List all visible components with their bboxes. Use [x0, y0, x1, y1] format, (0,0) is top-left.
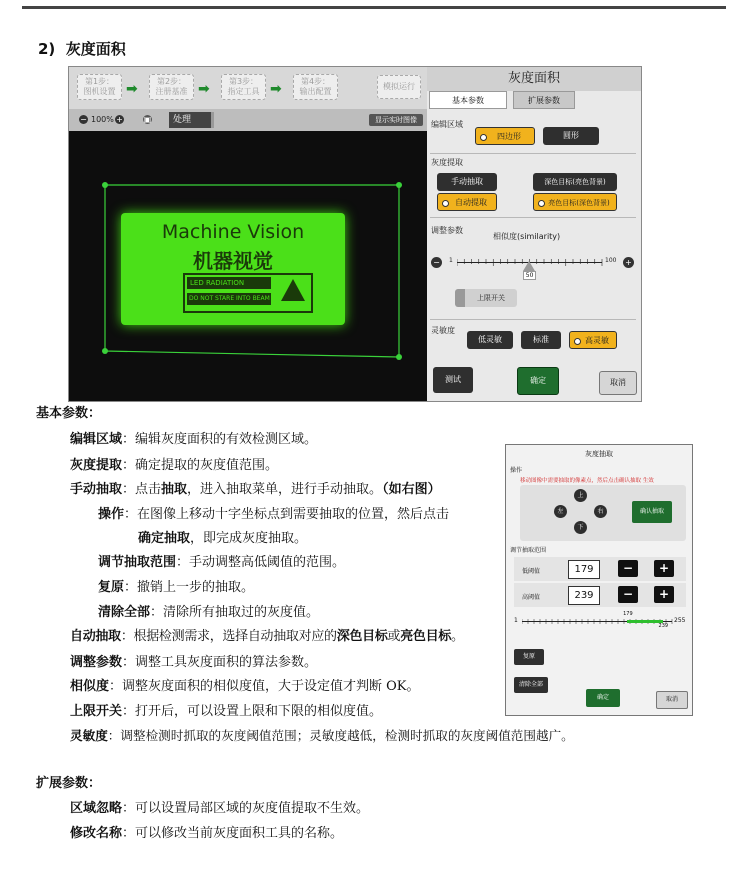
scale-max: 255	[674, 617, 686, 624]
manual-extract-line: 手动抽取：点击抽取，进入抽取菜单，进行手动抽取。（如右图）	[70, 482, 441, 497]
live-image-button[interactable]: 显示实时图像	[369, 114, 423, 126]
sensitivity-label: 灵敏度	[431, 326, 455, 335]
sensitivity-low-option[interactable]: 低灵敏	[467, 331, 513, 349]
arrow-right-icon: ➡	[126, 81, 138, 97]
extract-ok-button[interactable]: 确定	[586, 689, 620, 707]
basic-params-heading: 基本参数：	[36, 406, 102, 421]
rename-line: 修改名称：可以修改当前灰度面积工具的名称。	[70, 826, 344, 841]
extract-hint: 移动图像中需要抽取的像素点，然后点击确认抽取 生效	[520, 478, 654, 484]
panel-title: 灰度面积	[427, 67, 641, 91]
label-plate-image: Machine Vision 机器视觉 LED RADIATION DO NOT STARE INTO BEAM	[121, 213, 345, 325]
process-button[interactable]: 处理	[169, 112, 214, 128]
move-down-button[interactable]: 下	[574, 521, 587, 534]
zoom-out-icon[interactable]: −	[80, 115, 87, 124]
move-right-button[interactable]: 右	[594, 505, 607, 518]
low-plus-button[interactable]: +	[654, 560, 674, 577]
slider-max: 100	[605, 257, 617, 264]
adjust-range-line: 调节抽取范围：手动调整高低阈值的范围。	[98, 555, 346, 570]
move-left-button[interactable]: 左	[554, 505, 567, 518]
extract-screenshot	[505, 444, 693, 716]
range-label: 调节抽取范围	[510, 547, 547, 554]
zoom-level: 100%	[91, 115, 114, 124]
adjust-params-label: 调整参数	[431, 226, 463, 235]
step-2-button[interactable]: 第2步： 注册基准	[149, 74, 194, 100]
upper-switch-line: 上限开关：打开后，可以设置上限和下限的相似度值。	[70, 704, 383, 719]
high-threshold-row	[514, 583, 686, 607]
clear-all-button[interactable]: 清除全部	[514, 677, 548, 693]
image-toolbar	[69, 109, 427, 131]
main-screenshot	[68, 66, 642, 402]
sensitivity-standard-option[interactable]: 标准	[521, 331, 561, 349]
tab-basic[interactable]: 基本参数	[429, 91, 507, 109]
circle-option[interactable]: 圆形	[543, 127, 599, 145]
gray-extract-line: 灰度提取：确定提取的灰度值范围。	[70, 458, 279, 473]
slider-value: 50	[523, 271, 537, 280]
roi-polygon[interactable]	[69, 131, 427, 401]
slider-thumb[interactable]	[523, 261, 535, 271]
arrow-right-icon: ➡	[198, 81, 210, 97]
auto-extract-option[interactable]: 自动提取	[437, 193, 497, 211]
similarity-minus-icon[interactable]: −	[431, 257, 442, 268]
direction-pad	[520, 485, 686, 541]
operation-label: 操作	[510, 467, 523, 474]
adjust-params-line: 调整参数：调整工具灰度面积的算法参数。	[70, 655, 318, 670]
ok-button[interactable]: 确定	[517, 367, 559, 395]
scale-min: 1	[514, 617, 518, 624]
high-threshold-label: 高阈值	[522, 594, 541, 601]
test-button[interactable]: 测试	[433, 367, 473, 393]
upper-limit-switch[interactable]: 上限开关	[455, 289, 517, 307]
low-threshold-value[interactable]: 179	[568, 560, 600, 579]
extract-cancel-button[interactable]: 取消	[656, 691, 688, 709]
sensitivity-line: 灵敏度：调整检测时抓取的灰度阈值范围；灵敏度越低，检测时抓取的灰度阈值范围越广。	[70, 728, 574, 743]
manual-extract-button[interactable]: 手动抽取	[437, 173, 497, 191]
tab-extended[interactable]: 扩展参数	[513, 91, 575, 109]
polygon-option[interactable]: 四边形	[475, 127, 535, 145]
range-high-label: 239	[658, 623, 669, 629]
restore-button[interactable]: 复原	[514, 649, 544, 665]
section-title: 2) 灰度面积	[38, 40, 126, 58]
gray-extract-label: 灰度提取	[431, 158, 463, 167]
arrow-right-icon: ➡	[270, 81, 282, 97]
high-plus-button[interactable]: +	[654, 586, 674, 603]
param-panel	[427, 67, 641, 401]
range-low-label: 179	[623, 611, 633, 617]
low-minus-button[interactable]: −	[618, 560, 638, 577]
step-bar	[69, 67, 427, 109]
step-3-button[interactable]: 第3步： 指定工具	[221, 74, 266, 100]
auto-extract-line: 自动抽取：根据检测需求，选择自动抽取对应的深色目标或亮色目标。	[70, 629, 464, 644]
step-4-button[interactable]: 第4步： 输出配置	[293, 74, 338, 100]
low-threshold-label: 低阈值	[522, 568, 541, 575]
move-up-button[interactable]: 上	[574, 489, 587, 502]
dark-target-option[interactable]: 深色目标(亮色背景)	[533, 173, 617, 191]
extract-title: 灰度抽取	[585, 450, 613, 458]
similarity-plus-icon[interactable]: +	[623, 257, 634, 268]
fit-icon[interactable]: ▣	[143, 115, 152, 124]
camera-view[interactable]	[69, 131, 427, 401]
extended-params-heading: 扩展参数：	[36, 776, 102, 791]
bright-target-option[interactable]: 亮色目标(深色背景)	[533, 193, 617, 211]
simulate-run-button[interactable]: 模拟运行	[377, 75, 421, 99]
slider-min: 1	[449, 257, 453, 264]
high-minus-button[interactable]: −	[618, 586, 638, 603]
edit-area-line: 编辑区域：编辑灰度面积的有效检测区域。	[70, 432, 318, 447]
cancel-button[interactable]: 取消	[599, 371, 637, 395]
top-rule	[22, 6, 726, 9]
region-ignore-line: 区域忽略：可以设置局部区域的灰度值提取不生效。	[70, 801, 370, 816]
sensitivity-high-option[interactable]: 高灵敏	[569, 331, 617, 349]
zoom-in-icon[interactable]: +	[116, 115, 123, 124]
step-1-button[interactable]: 第1步： 图机设置	[77, 74, 122, 100]
range-fill	[627, 620, 662, 623]
operation-line-2: 确定抽取，即完成灰度抽取。	[138, 531, 308, 546]
confirm-extract-button[interactable]: 确认抽取	[632, 501, 672, 523]
low-threshold-row	[514, 557, 686, 581]
restore-line: 复原：撤销上一步的抽取。	[98, 580, 255, 595]
high-threshold-value[interactable]: 239	[568, 586, 600, 605]
operation-line: 操作：在图像上移动十字坐标点到需要抽取的位置，然后点击	[98, 507, 450, 522]
similarity-line: 相似度：调整灰度面积的相似度值，大于设定值才判断 OK。	[70, 679, 420, 694]
similarity-label: 相似度(similarity)	[493, 232, 561, 241]
edit-area-label: 编辑区域	[431, 120, 463, 129]
clear-all-line: 清除全部：清除所有抽取过的灰度值。	[98, 605, 320, 620]
